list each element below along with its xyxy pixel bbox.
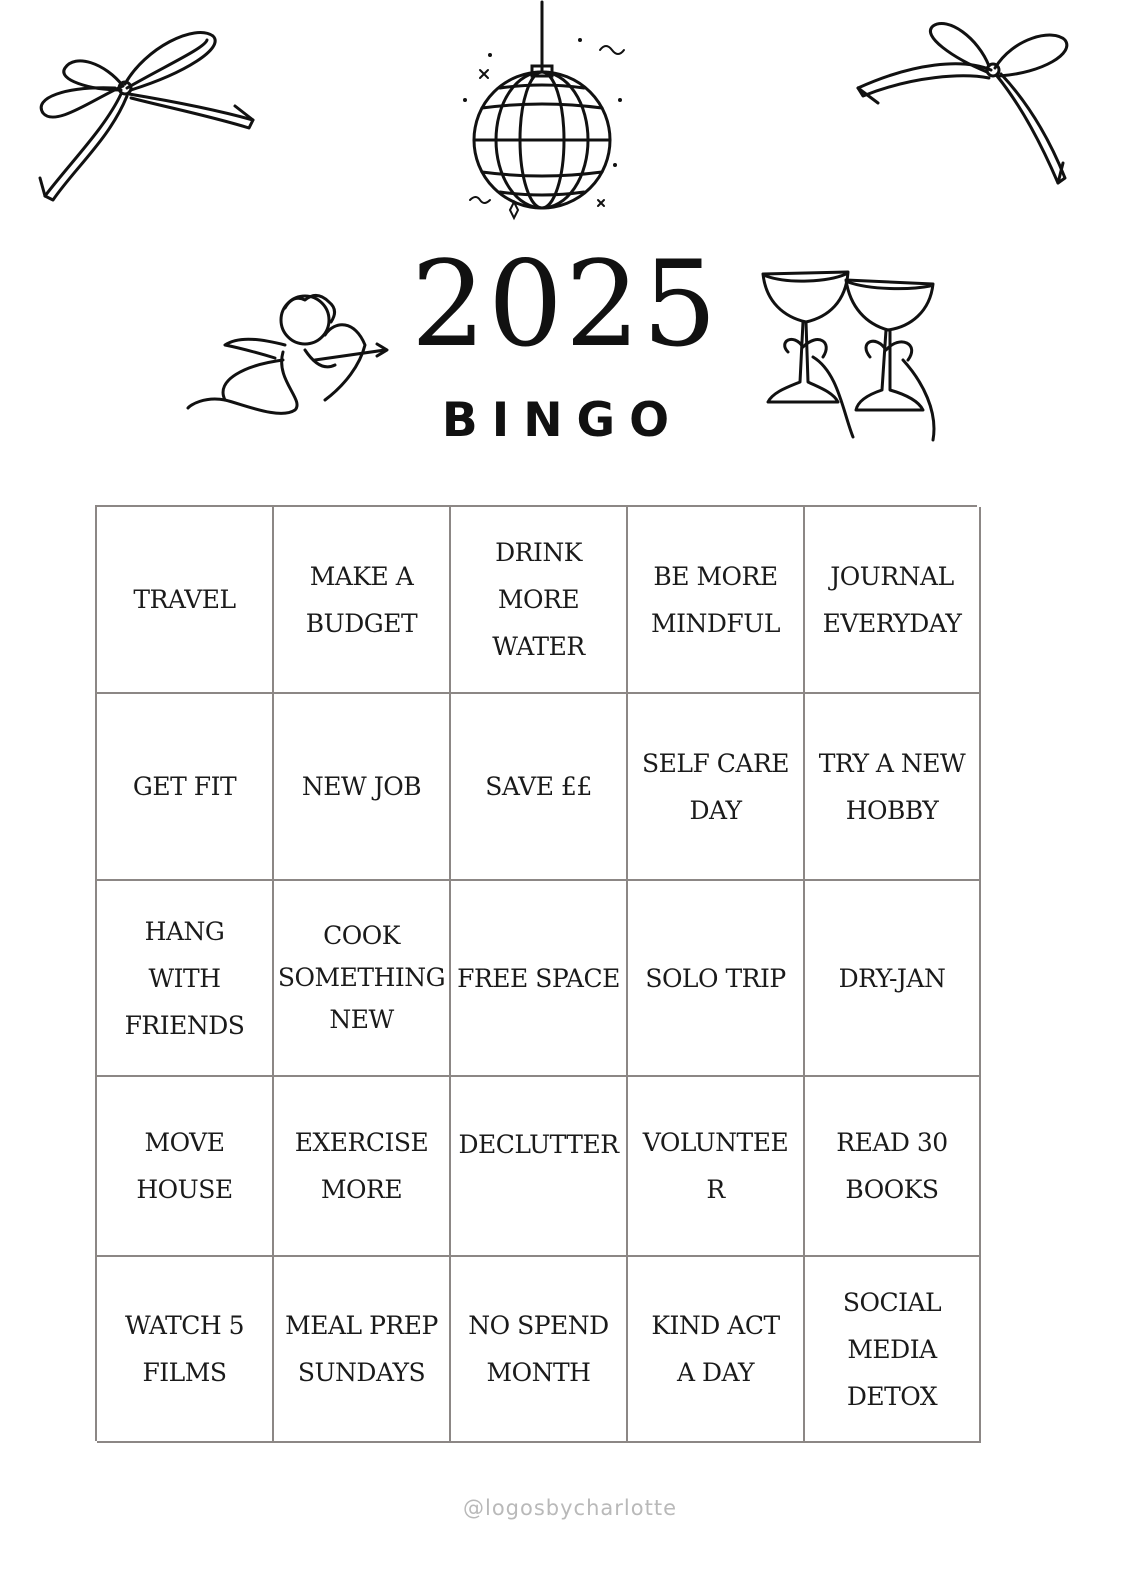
bingo-cell: VOLUNTEE R bbox=[628, 1077, 805, 1257]
bingo-cell: DRY-JAN bbox=[805, 881, 981, 1077]
bingo-cell: READ 30 BOOKS bbox=[805, 1077, 981, 1257]
bingo-cell: TRAVEL bbox=[97, 507, 274, 694]
bingo-cell: WATCH 5 FILMS bbox=[97, 1257, 274, 1443]
bingo-cell: BE MORE MINDFUL bbox=[628, 507, 805, 694]
bingo-cell: SAVE ££ bbox=[451, 694, 628, 881]
champagne-glasses-icon bbox=[758, 262, 943, 447]
bingo-cell: NEW JOB bbox=[274, 694, 451, 881]
bingo-cell: TRY A NEW HOBBY bbox=[805, 694, 981, 881]
bingo-cell: DRINK MORE WATER bbox=[451, 507, 628, 694]
bingo-grid bbox=[95, 505, 977, 1441]
bingo-cell: NO SPEND MONTH bbox=[451, 1257, 628, 1443]
bingo-cell: SOLO TRIP bbox=[628, 881, 805, 1077]
bow-icon bbox=[853, 18, 1078, 193]
bingo-cell: SOCIAL MEDIA DETOX bbox=[805, 1257, 981, 1443]
bingo-cell: EXERCISE MORE bbox=[274, 1077, 451, 1257]
bingo-title: BINGO bbox=[441, 393, 684, 448]
free-space-cell: FREE SPACE bbox=[451, 881, 628, 1077]
disco-ball-icon bbox=[450, 0, 640, 235]
year-title: 2025 bbox=[410, 235, 720, 373]
bingo-cell: HANG WITH FRIENDS bbox=[97, 881, 274, 1077]
bingo-cell: MAKE A BUDGET bbox=[274, 507, 451, 694]
bingo-cell: MOVE HOUSE bbox=[97, 1077, 274, 1257]
bingo-cell: DECLUTTER bbox=[451, 1077, 628, 1257]
bingo-cell: GET FIT bbox=[97, 694, 274, 881]
bow-icon bbox=[35, 28, 260, 203]
bingo-cell: KIND ACT A DAY bbox=[628, 1257, 805, 1443]
bingo-cell: JOURNAL EVERYDAY bbox=[805, 507, 981, 694]
bingo-cell: MEAL PREP SUNDAYS bbox=[274, 1257, 451, 1443]
bingo-cell: SELF CARE DAY bbox=[628, 694, 805, 881]
bingo-cell: COOK SOMETHING NEW bbox=[274, 881, 451, 1077]
footer-handle: @logosbycharlotte bbox=[463, 1496, 677, 1520]
cupid-icon bbox=[185, 290, 390, 430]
